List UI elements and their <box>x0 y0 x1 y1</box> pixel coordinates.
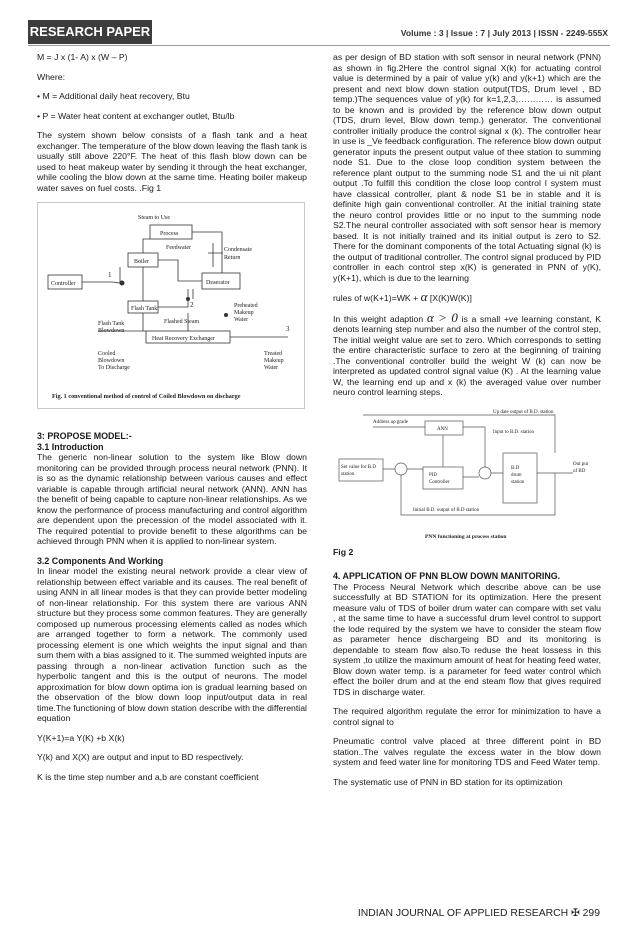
header-rule <box>28 45 610 46</box>
research-paper-badge: RESEARCH PAPER <box>28 20 152 44</box>
fig2-address-upgrade: Address up grade <box>373 419 408 425</box>
fig2-update-output: Up date output of B.D. station <box>493 409 554 415</box>
left-column <box>37 52 307 791</box>
fig2-pid-controller: Controller <box>429 479 450 485</box>
fig1-flashed-steam: Flashed Steam <box>164 319 200 325</box>
fig2-bd: B.D <box>511 465 520 471</box>
section-3-2-text: In linear model the existing neural network provide a clear view of relationship between effect variable and its causes. The real benefit of using ANN in all linear modes is that they can provide better modeling of non-linear relationship. For this system there are various ANN structure but they process some common features. They are generally composed up numerous processing elements called as nodes which are arranged together to form a network. The commonly used processing element is one which weights the input signal and than sum them with a bias assigned to it. The summed weighted inputs are passing through a non-linear activation function such as the hyperbolic tangent and this is the output of neurons. The model approximation for blow down optima ion is gradual learning based on the observation of the blow down loop input/output data in real time.The functioning of blow down station describe with the differential equation <box>37 566 307 723</box>
equation-heat-recovery: M = J x (1- A) x (W – P) <box>37 52 128 62</box>
fig1-flash-tank: Flash Tank <box>131 306 158 312</box>
pneumatic-paragraph: Pneumatic control valve placed at three different point in BD station..The valves regulate the excess water in the blow down system and feed water line for monitoring TDS and Feed Water temp. <box>333 736 601 767</box>
fig1-cooled: Cooled <box>98 351 116 357</box>
fig1-boiler: Boiler <box>134 259 149 265</box>
fig1-water: Water <box>234 317 249 323</box>
fig1-cooled-blowdown: Blowdown <box>98 358 125 364</box>
fig1-heat-recovery-exchanger: Heat Recovery Exchanger <box>152 336 215 342</box>
fig2-of-bd: of BD <box>573 468 586 474</box>
fig1-flash-tank-bd: Flash Tank <box>98 321 125 327</box>
figure-1 <box>37 202 305 409</box>
learning-rule-suffix: [X(K)W(K)] <box>429 293 472 303</box>
pnn-diagram <box>333 407 599 543</box>
section-3-2-title: 3.2 Components And Working <box>37 555 164 566</box>
journal-footer: INDIAN JOURNAL OF APPLIED RESEARCH ✠ 299 <box>357 908 600 919</box>
system-paragraph: The system shown below consists of a flash tank and a heat exchanger. The temperature of the blow down leaving the flash tank is usually still above 220°F. The heat of this flash blow down can be used to heat makeup water by sending it through the heat exchanger, while cooling the blow down at the same time. Heating boiler makeup water saves on fuel costs. .Fig 1 <box>37 130 307 193</box>
alpha-symbol: α <box>420 289 428 304</box>
fig1-feedwater: Feedwater <box>166 245 191 251</box>
learning-rule-prefix: rules of w(K+1)=WK + <box>333 293 419 303</box>
fig1-return: Return <box>224 255 241 261</box>
fig1-makeup: Makeup <box>234 310 254 316</box>
blowdown-diagram <box>38 203 304 408</box>
where-label: Where: <box>37 71 66 82</box>
adapt-prefix: In this weight adaption <box>333 313 424 324</box>
fig1-blowdown: Blowdown <box>98 328 125 334</box>
figure-2 <box>333 407 599 543</box>
bullet-p: • P = Water heat content at exchanger outlet, Btu/lb <box>37 110 235 121</box>
fig2-caption: PNN functioning at process station <box>425 533 507 540</box>
fig2-set-value-station: station <box>341 471 355 477</box>
fig1-preheated: Preheated <box>234 303 258 309</box>
learning-rule <box>333 289 601 304</box>
fig1-condensate: Condensate <box>224 247 252 253</box>
fig-2-label: Fig 2 <box>333 546 354 557</box>
alpha-condition: α > 0 <box>426 309 458 325</box>
weight-adaption-paragraph <box>333 309 601 398</box>
fig1-marker-3: 3 <box>286 325 290 333</box>
fig2-output: Out put <box>573 461 589 467</box>
fig2-initial-output: Initial B.D. output of B.D station <box>413 507 480 513</box>
fig1-caption: Fig. 1 conventional method of control of Coiled Blowdown on discharge <box>52 393 241 400</box>
fig1-treated-makeup: Makeup <box>264 358 284 364</box>
k-paragraph: K is the time step number and a,b are constant coefficient <box>37 771 259 782</box>
differential-equation: Y(K+1)=a Y(K) +b X(k) <box>37 732 125 743</box>
bullet-m: • M = Additional daily heat recovery, Btu <box>37 91 190 101</box>
issue-info: Volume : 3 | Issue : 7 | July 2013 | ISSN - 2249-555X <box>400 28 608 38</box>
algorithm-paragraph: The required algorithm regulate the error for minimization to have a control signal to <box>333 706 601 727</box>
fig1-deaerator: Deaerator <box>206 280 230 286</box>
fig1-steam-to-use: Steam to Use <box>138 215 170 221</box>
systematic-paragraph: The systematic use of PNN in BD station for its optimization <box>333 776 563 787</box>
fig2-set-value: Set value for B.D <box>341 464 376 470</box>
fig2-pid: PID <box>429 472 438 478</box>
fig1-marker-1: 1 <box>108 271 112 279</box>
section-3-1-text: The generic non-linear solution to the system like Blow down monitoring can be provided through process neural network (PNN). It is so as the dynamic relationship between various causes and effect variable is capable through artificial neural network (ANN). ANN has the benefit of being capable to capture non-linear relationships. As we know the performance of process manufacturing and control algorithm are dependent upon the precession of the model associated with it. The required potential to provide benefit to these algorithms can be achieved through PNN when it is applied to non-linear system. <box>37 452 307 546</box>
fig1-to-discharge: To Discharge <box>98 365 130 371</box>
section-4-text: The Process Neural Network which describe above can be use successfully at BD STATION for its optimization. Here the present measure valu of TDS of boiler drum water can compare with set valu , at the same time to have a successful drum level control to support the lode required by the system we have to consider the steam flow as parameter hence dischargeing BD and its monitoring is dependable to steam flow also.To reduse the heat lossess in this system ,to utilize the maximum amount of heat for heating feed water, Blow down water temp. is a parameter for feed water control which effect the boiler drum and at the end steam flow that gives required TDS in discharge water. <box>333 581 601 697</box>
fig2-ann: ANN <box>437 426 448 432</box>
adapt-suffix: is a small +ve learning constant, K denots learning step number and also the number of the control step, The initial weight value are set to zero. Which corresponds to setting the entire characteristic surface to zero at the beginning of training .The conventional controller build the weight W (k) can now be interpreted as updated control signal value (K) . At the learning value W, the learning end up and x (k) the averaged value over number neuro control learning steps. <box>333 313 601 397</box>
fig1-treated: Treated <box>264 351 283 357</box>
io-paragraph: Y(k) and X(X) are output and input to BD respectively. <box>37 752 244 762</box>
section-4-title: 4. APPLICATION OF PNN BLOW DOWN MANITORING. <box>333 571 561 581</box>
section-3-1-title: 3.1 Introduction <box>37 441 104 452</box>
section-3-title: 3: PROPOSE MODEL:- <box>37 431 132 441</box>
fig1-marker-2: 2 <box>190 301 194 309</box>
fig1-treated-water: Water <box>264 365 279 371</box>
fig2-input-station: Input to B.D. station <box>493 429 534 435</box>
fig1-process: Process <box>160 231 179 237</box>
right-intro-paragraph: as per design of BD station with soft sensor in neural network (PNN) as shown in fig.2Here the control signal X(k) for actuating control value is determined by a pair of value y(k) and y(k+1) which are the present and next blow down station output(TDS, Drum level , BD temp.)The sequences value of y(k) for k=1,2,3,………… is assumed to be known and is provided by the reference blow down output (TDS, drum level, Blow down temp.) generator. The conventional controller initially produce the control signal x (k). The controller hear in use is _Ve feedback configuration. The reference blow down output generator inputs the present output value of thee station to summing node S1. Due to the close loop condition system between the reference plant output to the summing node S1 and the ui nit plant output .To fulfill this condition the close loop control l system must have classical controller, plant & node S1 be in stable and it is definite high gain conventional controller. At the initial training state the neuro control provides little or no input to the summing node S2.The neural controller associated with soft sensor hear is memory based. It is not initially trained and its initial output is zero to S2. There for the dominant components of the total Actuating signal (k) is the output of traditional controller. The control signal produced by PID controller in each control step x(K) is generated in PNN of y(K), y(K+1), which is due to the learning <box>333 52 601 283</box>
right-column <box>333 52 601 796</box>
fig1-controller: Controller <box>51 281 76 287</box>
fig2-drum: drum <box>511 472 522 478</box>
fig2-station: station <box>511 479 525 485</box>
